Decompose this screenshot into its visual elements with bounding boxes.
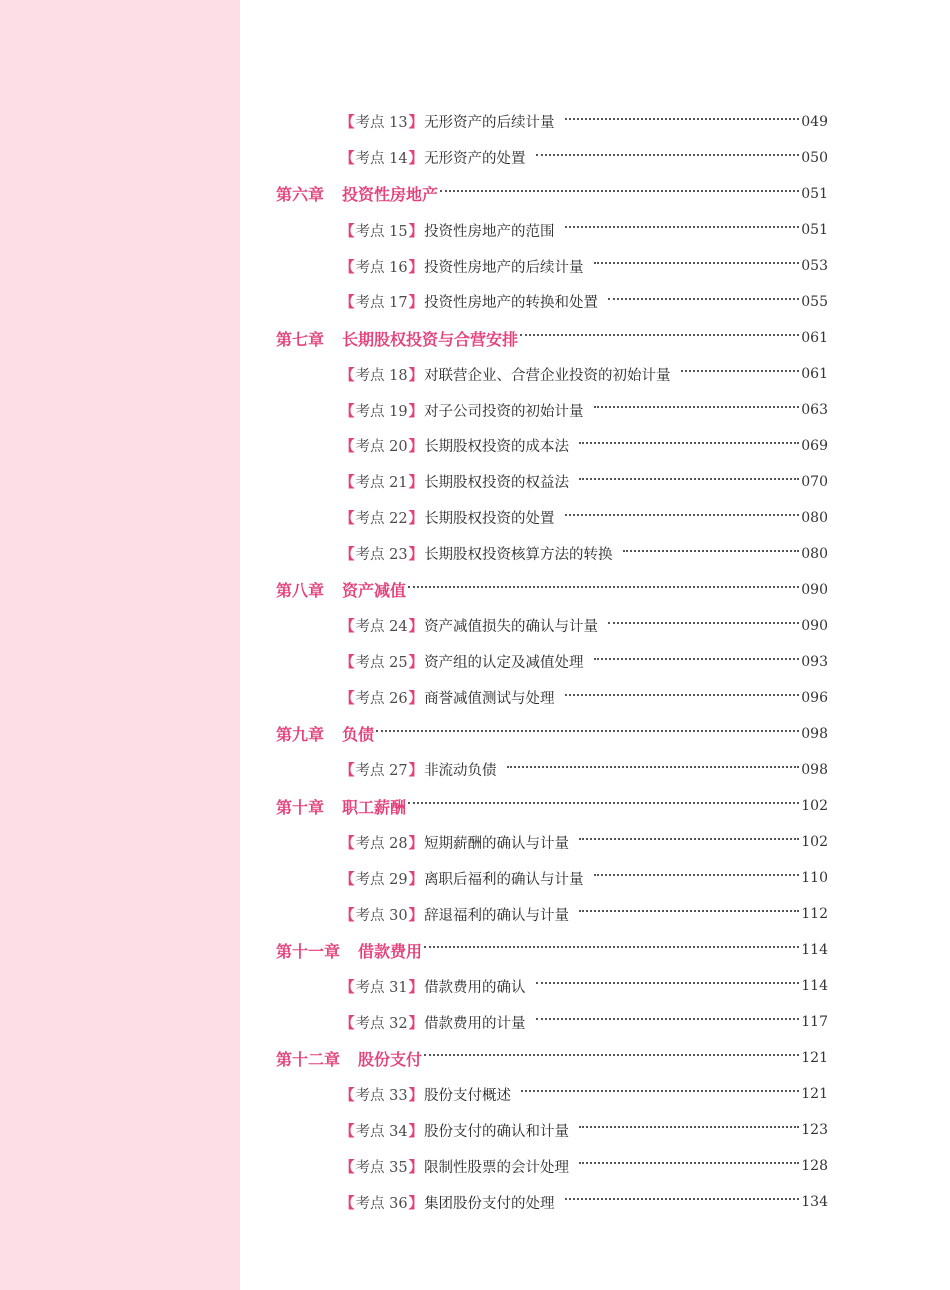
point-title: 长期股权投资核算方法的转换 bbox=[424, 547, 613, 564]
point-label: 考点 33 bbox=[355, 1087, 408, 1104]
toc-chapter-entry[interactable] bbox=[276, 788, 828, 824]
bracket-close: 】 bbox=[408, 690, 424, 708]
chapter-number: 第十二章 bbox=[276, 1049, 341, 1069]
point-title: 无形资产的后续计量 bbox=[424, 115, 555, 132]
dot-leader bbox=[565, 118, 800, 120]
bracket-open: 【 bbox=[340, 258, 355, 276]
chapter-title: 资产减值 bbox=[342, 581, 407, 601]
page-number: 090 bbox=[801, 581, 828, 598]
bracket-open: 【 bbox=[340, 870, 355, 888]
dot-leader bbox=[536, 154, 800, 156]
toc-point-entry[interactable] bbox=[276, 608, 828, 644]
dot-leader bbox=[594, 874, 800, 876]
toc-point-entry[interactable] bbox=[276, 860, 828, 896]
dot-leader bbox=[608, 622, 799, 624]
page-number: 093 bbox=[801, 653, 828, 670]
page-number: 080 bbox=[801, 545, 828, 562]
bracket-open: 【 bbox=[340, 402, 355, 420]
dot-leader bbox=[376, 730, 799, 732]
bracket-close: 】 bbox=[408, 978, 424, 996]
bracket-open: 【 bbox=[340, 618, 355, 636]
page-number: 061 bbox=[801, 366, 828, 383]
toc-point-entry[interactable] bbox=[276, 824, 828, 860]
page-number: 117 bbox=[801, 1014, 828, 1031]
page-number: 096 bbox=[801, 689, 828, 706]
bracket-close: 】 bbox=[408, 1086, 424, 1104]
dot-leader bbox=[408, 802, 799, 804]
point-label: 考点 36 bbox=[355, 1195, 408, 1212]
bracket-open: 【 bbox=[340, 978, 355, 996]
page-number: 112 bbox=[801, 906, 828, 923]
toc-chapter-entry[interactable] bbox=[276, 176, 828, 212]
toc-point-entry[interactable] bbox=[276, 536, 828, 572]
chapter-number: 第七章 bbox=[276, 329, 325, 349]
page-number: 102 bbox=[801, 834, 828, 851]
toc-point-entry[interactable] bbox=[276, 752, 828, 788]
bracket-close: 】 bbox=[408, 906, 424, 924]
bracket-open: 【 bbox=[340, 1194, 355, 1212]
page-number: 121 bbox=[801, 1050, 828, 1067]
dot-leader bbox=[579, 1162, 799, 1164]
dot-leader bbox=[579, 478, 799, 480]
dot-leader bbox=[565, 694, 800, 696]
dot-leader bbox=[440, 190, 799, 192]
bracket-open: 【 bbox=[340, 834, 355, 852]
dot-leader bbox=[594, 262, 800, 264]
dot-leader bbox=[424, 946, 799, 948]
bracket-close: 】 bbox=[408, 258, 424, 276]
bracket-close: 】 bbox=[408, 150, 424, 168]
bracket-close: 】 bbox=[408, 618, 424, 636]
bracket-open: 【 bbox=[340, 762, 355, 780]
page-number: 051 bbox=[801, 222, 828, 239]
page-number: 121 bbox=[801, 1086, 828, 1103]
toc-point-entry[interactable] bbox=[276, 140, 828, 176]
point-label: 考点 15 bbox=[355, 223, 408, 240]
point-title: 借款费用的确认 bbox=[424, 979, 526, 996]
page-number: 128 bbox=[801, 1158, 828, 1175]
toc-point-entry[interactable] bbox=[276, 464, 828, 500]
toc-chapter-entry[interactable] bbox=[276, 716, 828, 752]
point-title: 限制性股票的会计处理 bbox=[424, 1159, 570, 1176]
toc-point-entry[interactable] bbox=[276, 680, 828, 716]
dot-leader bbox=[536, 1018, 800, 1020]
toc-chapter-entry[interactable] bbox=[276, 932, 828, 968]
point-label: 考点 23 bbox=[355, 547, 408, 564]
bracket-open: 【 bbox=[340, 474, 355, 492]
page-number: 110 bbox=[801, 870, 828, 887]
point-label: 考点 30 bbox=[355, 907, 408, 924]
page-number: 049 bbox=[801, 113, 828, 130]
bracket-open: 【 bbox=[340, 510, 355, 528]
point-label: 考点 14 bbox=[355, 151, 408, 168]
bracket-open: 【 bbox=[340, 546, 355, 564]
point-label: 考点 21 bbox=[355, 475, 408, 492]
page-number: 134 bbox=[801, 1194, 828, 1211]
bracket-open: 【 bbox=[340, 222, 355, 240]
page-number: 114 bbox=[801, 942, 828, 959]
toc-point-entry[interactable] bbox=[276, 392, 828, 428]
toc-point-entry[interactable] bbox=[276, 428, 828, 464]
point-label: 考点 27 bbox=[355, 763, 408, 780]
point-label: 考点 19 bbox=[355, 403, 408, 420]
point-label: 考点 24 bbox=[355, 619, 408, 636]
dot-leader bbox=[579, 910, 799, 912]
point-title: 离职后福利的确认与计量 bbox=[424, 871, 584, 888]
point-title: 集团股份支付的处理 bbox=[424, 1195, 555, 1212]
chapter-number: 第十一章 bbox=[276, 941, 341, 961]
point-title: 商誉减值测试与处理 bbox=[424, 691, 555, 708]
point-label: 考点 31 bbox=[355, 979, 408, 996]
point-title: 股份支付概述 bbox=[424, 1087, 512, 1104]
toc-point-entry[interactable] bbox=[276, 968, 828, 1004]
point-label: 考点 26 bbox=[355, 691, 408, 708]
point-title: 长期股权投资的处置 bbox=[424, 511, 555, 528]
toc-point-entry[interactable] bbox=[276, 644, 828, 680]
bracket-open: 【 bbox=[340, 438, 355, 456]
point-title: 投资性房地产的后续计量 bbox=[424, 259, 584, 276]
bracket-close: 】 bbox=[408, 366, 424, 384]
point-title: 资产组的认定及减值处理 bbox=[424, 655, 584, 672]
point-title: 非流动负债 bbox=[424, 763, 497, 780]
point-label: 考点 13 bbox=[355, 115, 408, 132]
bracket-close: 】 bbox=[408, 294, 424, 312]
dot-leader bbox=[507, 766, 800, 768]
page-number: 061 bbox=[801, 330, 828, 347]
point-label: 考点 22 bbox=[355, 511, 408, 528]
page-number: 098 bbox=[801, 761, 828, 778]
toc-point-entry[interactable] bbox=[276, 212, 828, 248]
page-number: 090 bbox=[801, 617, 828, 634]
bracket-close: 】 bbox=[408, 1194, 424, 1212]
chapter-title: 负债 bbox=[342, 725, 375, 745]
bracket-close: 】 bbox=[408, 510, 424, 528]
page-number: 080 bbox=[801, 509, 828, 526]
dot-leader bbox=[594, 406, 800, 408]
dot-leader bbox=[623, 550, 800, 552]
point-title: 资产减值损失的确认与计量 bbox=[424, 619, 599, 636]
bracket-close: 】 bbox=[408, 438, 424, 456]
toc-point-entry[interactable] bbox=[276, 284, 828, 320]
page-number: 070 bbox=[801, 473, 828, 490]
bracket-open: 【 bbox=[340, 1122, 355, 1140]
chapter-number: 第六章 bbox=[276, 185, 325, 205]
point-title: 投资性房地产的范围 bbox=[424, 223, 555, 240]
chapter-number: 第九章 bbox=[276, 725, 325, 745]
toc-point-entry[interactable] bbox=[276, 896, 828, 932]
bracket-close: 】 bbox=[408, 1014, 424, 1032]
bracket-open: 【 bbox=[340, 1014, 355, 1032]
bracket-close: 】 bbox=[408, 114, 424, 132]
point-title: 长期股权投资的权益法 bbox=[424, 475, 570, 492]
chapter-title: 长期股权投资与合营安排 bbox=[342, 329, 519, 349]
page-number: 063 bbox=[801, 402, 828, 419]
dot-leader bbox=[594, 658, 800, 660]
page-number: 050 bbox=[801, 149, 828, 166]
point-label: 考点 20 bbox=[355, 439, 408, 456]
bracket-open: 【 bbox=[340, 654, 355, 672]
page-number: 053 bbox=[801, 258, 828, 274]
dot-leader bbox=[408, 586, 799, 588]
point-label: 考点 32 bbox=[355, 1015, 408, 1032]
page-number: 114 bbox=[801, 978, 828, 995]
point-label: 考点 17 bbox=[355, 295, 408, 312]
side-decoration-band bbox=[0, 0, 240, 1290]
bracket-close: 】 bbox=[408, 474, 424, 492]
point-title: 借款费用的计量 bbox=[424, 1015, 526, 1032]
toc-point-entry[interactable] bbox=[276, 1112, 828, 1148]
point-label: 考点 34 bbox=[355, 1123, 408, 1140]
point-label: 考点 25 bbox=[355, 655, 408, 672]
page-number: 102 bbox=[801, 798, 828, 815]
dot-leader bbox=[565, 226, 800, 228]
bracket-open: 【 bbox=[340, 1158, 355, 1176]
point-title: 辞退福利的确认与计量 bbox=[424, 907, 570, 924]
dot-leader bbox=[565, 514, 800, 516]
dot-leader bbox=[579, 838, 799, 840]
point-label: 考点 35 bbox=[355, 1159, 408, 1176]
chapter-number: 第八章 bbox=[276, 581, 325, 601]
point-label: 考点 16 bbox=[355, 259, 408, 276]
bracket-open: 【 bbox=[340, 1086, 355, 1104]
chapter-title: 职工薪酬 bbox=[342, 797, 407, 817]
toc-point-entry[interactable] bbox=[276, 1148, 828, 1184]
chapter-number: 第十章 bbox=[276, 797, 325, 817]
bracket-close: 】 bbox=[408, 402, 424, 420]
point-title: 长期股权投资的成本法 bbox=[424, 439, 570, 456]
bracket-close: 】 bbox=[408, 870, 424, 888]
toc-point-entry[interactable] bbox=[276, 1184, 828, 1220]
dot-leader bbox=[536, 982, 800, 984]
toc-point-entry[interactable] bbox=[276, 1004, 828, 1040]
point-title: 股份支付的确认和计量 bbox=[424, 1123, 570, 1140]
point-label: 考点 28 bbox=[355, 835, 408, 852]
bracket-close: 】 bbox=[408, 1122, 424, 1140]
dot-leader bbox=[579, 442, 799, 444]
point-label: 考点 29 bbox=[355, 871, 408, 888]
dot-leader bbox=[424, 1054, 799, 1056]
dot-leader bbox=[565, 1198, 800, 1200]
dot-leader bbox=[521, 1090, 799, 1092]
page-number: 051 bbox=[801, 185, 828, 202]
point-title: 对子公司投资的初始计量 bbox=[424, 403, 584, 420]
point-title: 无形资产的处置 bbox=[424, 151, 526, 168]
point-title: 短期薪酬的确认与计量 bbox=[424, 835, 570, 852]
toc-chapter-entry[interactable] bbox=[276, 572, 828, 608]
page-number: 069 bbox=[801, 437, 828, 454]
bracket-close: 】 bbox=[408, 834, 424, 852]
dot-leader bbox=[520, 334, 799, 336]
toc-chapter-entry[interactable] bbox=[276, 320, 828, 356]
point-label: 考点 18 bbox=[355, 367, 408, 384]
toc-chapter-entry[interactable] bbox=[276, 1040, 828, 1076]
toc-point-entry[interactable] bbox=[276, 104, 828, 140]
point-title: 对联营企业、合营企业投资的初始计量 bbox=[424, 367, 671, 384]
bracket-open: 【 bbox=[340, 114, 355, 132]
table-of-contents bbox=[276, 104, 828, 1220]
bracket-open: 【 bbox=[340, 150, 355, 168]
dot-leader bbox=[579, 1126, 799, 1128]
bracket-close: 】 bbox=[408, 654, 424, 672]
bracket-close: 】 bbox=[408, 762, 424, 780]
page-number: 055 bbox=[801, 293, 828, 310]
dot-leader bbox=[681, 370, 800, 372]
chapter-title: 借款费用 bbox=[358, 941, 423, 961]
chapter-title: 股份支付 bbox=[358, 1049, 423, 1069]
toc-point-entry[interactable] bbox=[276, 248, 828, 284]
bracket-close: 】 bbox=[408, 222, 424, 240]
toc-point-entry[interactable] bbox=[276, 1077, 828, 1113]
dot-leader bbox=[608, 298, 799, 300]
bracket-open: 【 bbox=[340, 690, 355, 708]
point-title: 投资性房地产的转换和处置 bbox=[424, 295, 599, 312]
bracket-open: 【 bbox=[340, 366, 355, 384]
bracket-close: 】 bbox=[408, 1158, 424, 1176]
page-number: 123 bbox=[801, 1122, 828, 1139]
page-number: 098 bbox=[801, 725, 828, 742]
toc-point-entry[interactable] bbox=[276, 356, 828, 392]
bracket-open: 【 bbox=[340, 906, 355, 924]
bracket-open: 【 bbox=[340, 294, 355, 312]
bracket-close: 】 bbox=[408, 546, 424, 564]
chapter-title: 投资性房地产 bbox=[342, 185, 439, 205]
toc-point-entry[interactable] bbox=[276, 500, 828, 536]
